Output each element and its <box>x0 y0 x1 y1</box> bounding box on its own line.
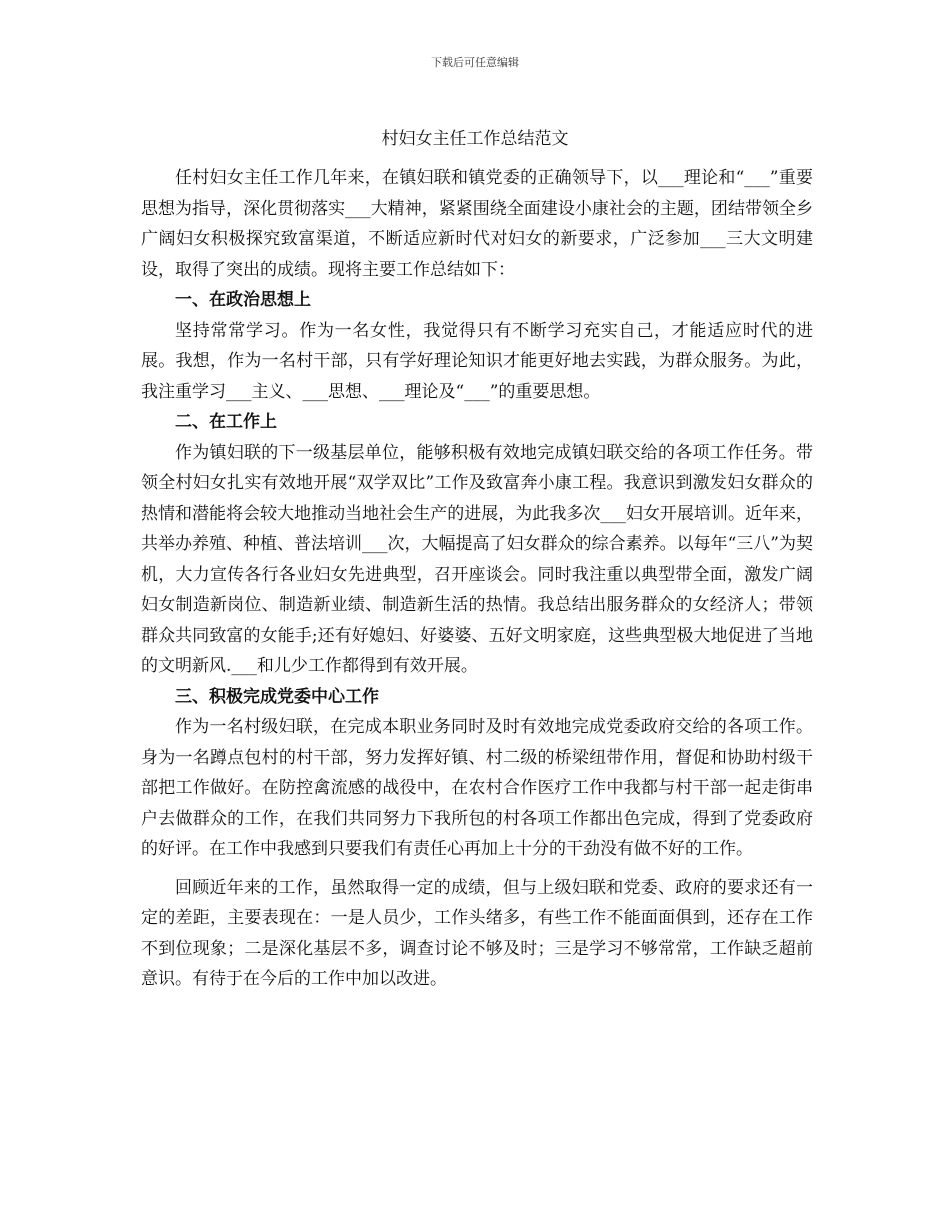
intro-paragraph: 任村妇女主任工作几年来，在镇妇联和镇党委的正确领导下，以___理论和“___”重要思想为指导，深化贯彻落实___大精神，紧紧围绕全面建设小康社会的主题，团结带领全乡广阔妇女积极探究致富渠道，不断适应新时代对妇女的新要求，广泛参加___三大文明建设，取得了突出的成绩。现将主要工作总结如下： <box>141 168 813 280</box>
section-heading-work: 二、在工作上 <box>175 412 277 432</box>
party-work-paragraph: 作为一名村级妇联，在完成本职业务同时及时有效地完成党委政府交给的各项工作。身为一名蹲点包村的村干部，努力发挥好镇、村二级的桥梁纽带作用，督促和协助村级干部把工作做好。在防控禽流感的战役中，在农村合作医疗工作中我都与村干部一起走街串户去做群众的工作，在我们共同努力下我所包的村各项工作都出色完成，得到了党委政府的好评。在工作中我感到只要我们有责任心再加上十分的干劲没有做不好的工作。 <box>141 717 813 859</box>
politics-paragraph: 坚持常常学习。作为一名女性，我觉得只有不断学习充实自己，才能适应时代的进展。我想，作为一名村干部，只有学好理论知识才能更好地去实践，为群众服务。为此，我注重学习___主义、___思想、___理论及“___”的重要思想。 <box>141 320 813 402</box>
document-body <box>141 163 813 995</box>
section-heading-politics: 一、在政治思想上 <box>175 290 311 310</box>
document-title: 村妇女主任工作总结范文 <box>381 129 569 149</box>
review-paragraph: 回顾近年来的工作，虽然取得一定的成绩，但与上级妇联和党委、政府的要求还有一定的差距，主要表现在：一是人员少，工作头绪多，有些工作不能面面俱到，还存在工作不到位现象；二是深化基层不多，调查讨论不够及时；三是学习不够常常，工作缺乏超前意识。有待于在今后的工作中加以改进。 <box>141 877 813 989</box>
section-heading-party-work: 三、积极完成党委中心工作 <box>175 686 379 707</box>
work-paragraph: 作为镇妇联的下一级基层单位，能够积极有效地完成镇妇联交给的各项工作任务。带领全村妇女扎实有效地开展“双学双比”工作及致富奔小康工程。我意识到激发妇女群众的热情和潜能将会较大地推动当地社会生产的进展，为此我多次___妇女开展培训。近年来，共举办养殖、种植、普法培训___次，大幅提高了妇女群众的综合素养。以每年“三八”为契机，大力宣传各行各业妇女先进典型，召开座谈会。同时我注重以典型带全面，激发广阔妇女制造新岗位、制造新业绩、制造新生活的热情。我总结出服务群众的女经济人；带领群众共同致富的女能手;还有好媳妇、好婆婆、五好文明家庭，这些典型极大地促进了当地的文明新风.___和儿少工作都得到有效开展。 <box>141 442 813 676</box>
header-note: 下载后可任意编辑 <box>431 56 519 69</box>
